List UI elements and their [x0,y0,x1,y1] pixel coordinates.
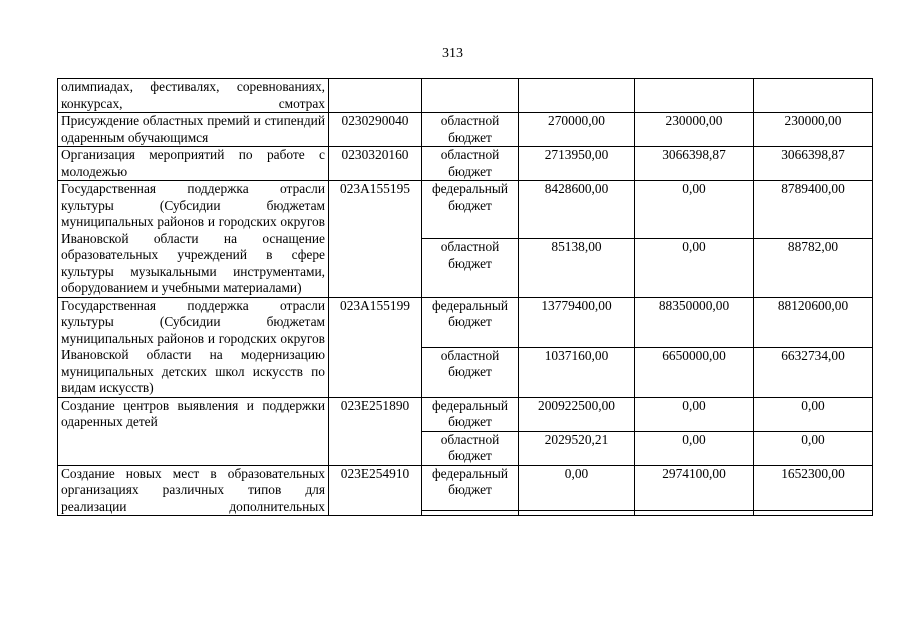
amount-year3-cell: 0,00 [754,431,873,465]
table-row [58,397,873,431]
measure-name-cell: Организация мероприятий по работе с молодежью [58,147,329,181]
measure-name-cell: Создание новых мест в образовательных организациях различных типов для реализации дополнительных [58,465,329,516]
amount-year2-cell: 2974100,00 [635,465,754,511]
amount-year2-cell [635,79,754,113]
amount-year1-cell: 8428600,00 [519,181,635,239]
budget-code-cell: 023A155195 [329,181,422,298]
page-number: 313 [442,46,463,61]
measure-name-cell: Государственная поддержка отрасли культуры (Субсидии бюджетам муниципальных районов и городских округов Ивановской области на оснащение образовательных учреждений в сфере культуры музыкальными инструментами, оборудованием и учебными материалами) [58,181,329,298]
funding-source-cell: областной бюджет [422,113,519,147]
budget-code-cell: 023E254910 [329,465,422,516]
budget-code-cell: 0230290040 [329,113,422,147]
table-row [58,465,873,511]
budget-code-cell [329,79,422,113]
funding-source-cell: областной бюджет [422,347,519,397]
funding-source-cell: областной бюджет [422,239,519,297]
amount-year2-cell: 0,00 [635,239,754,297]
amount-year2-cell: 230000,00 [635,113,754,147]
funding-source-cell [422,79,519,113]
amount-year1-cell: 200922500,00 [519,397,635,431]
amount-year3-cell: 88120600,00 [754,297,873,347]
table-row [58,113,873,147]
funding-source-cell: федеральный бюджет [422,181,519,239]
funding-source-cell [422,511,519,516]
table-row [58,181,873,239]
measure-name-cell: Присуждение областных премий и стипендий одаренным обучающимся [58,113,329,147]
amount-year2-cell: 3066398,87 [635,147,754,181]
amount-year2-cell [635,511,754,516]
measure-name-cell: Создание центров выявления и поддержки одаренных детей [58,397,329,465]
funding-source-cell: федеральный бюджет [422,297,519,347]
amount-year1-cell: 0,00 [519,465,635,511]
measure-name-cell: олимпиадах, фестивалях, соревнованиях, конкурсах, смотрах [58,79,329,113]
amount-year1-cell: 85138,00 [519,239,635,297]
amount-year1-cell [519,79,635,113]
amount-year2-cell: 0,00 [635,397,754,431]
amount-year2-cell: 0,00 [635,181,754,239]
amount-year3-cell: 0,00 [754,397,873,431]
amount-year3-cell: 3066398,87 [754,147,873,181]
amount-year3-cell: 230000,00 [754,113,873,147]
amount-year1-cell: 2713950,00 [519,147,635,181]
amount-year3-cell [754,511,873,516]
amount-year2-cell: 6650000,00 [635,347,754,397]
budget-code-cell: 0230320160 [329,147,422,181]
amount-year1-cell [519,511,635,516]
measure-name-cell: Государственная поддержка отрасли культуры (Субсидии бюджетам муниципальных районов и городских округов Ивановской области на модернизацию муниципальных детских школ искусств по видам искусств) [58,297,329,397]
amount-year1-cell: 270000,00 [519,113,635,147]
budget-code-cell: 023A155199 [329,297,422,397]
funding-source-cell: областной бюджет [422,431,519,465]
amount-year1-cell: 13779400,00 [519,297,635,347]
table-row [58,147,873,181]
amount-year3-cell: 8789400,00 [754,181,873,239]
table-row [58,297,873,347]
budget-code-cell: 023E251890 [329,397,422,465]
amount-year3-cell: 1652300,00 [754,465,873,511]
amount-year2-cell: 0,00 [635,431,754,465]
budget-table [57,78,873,516]
amount-year3-cell: 6632734,00 [754,347,873,397]
amount-year1-cell: 2029520,21 [519,431,635,465]
amount-year1-cell: 1037160,00 [519,347,635,397]
funding-source-cell: областной бюджет [422,147,519,181]
funding-source-cell: федеральный бюджет [422,397,519,431]
table-row [58,79,873,113]
amount-year3-cell: 88782,00 [754,239,873,297]
amount-year3-cell [754,79,873,113]
amount-year2-cell: 88350000,00 [635,297,754,347]
funding-source-cell: федеральный бюджет [422,465,519,511]
